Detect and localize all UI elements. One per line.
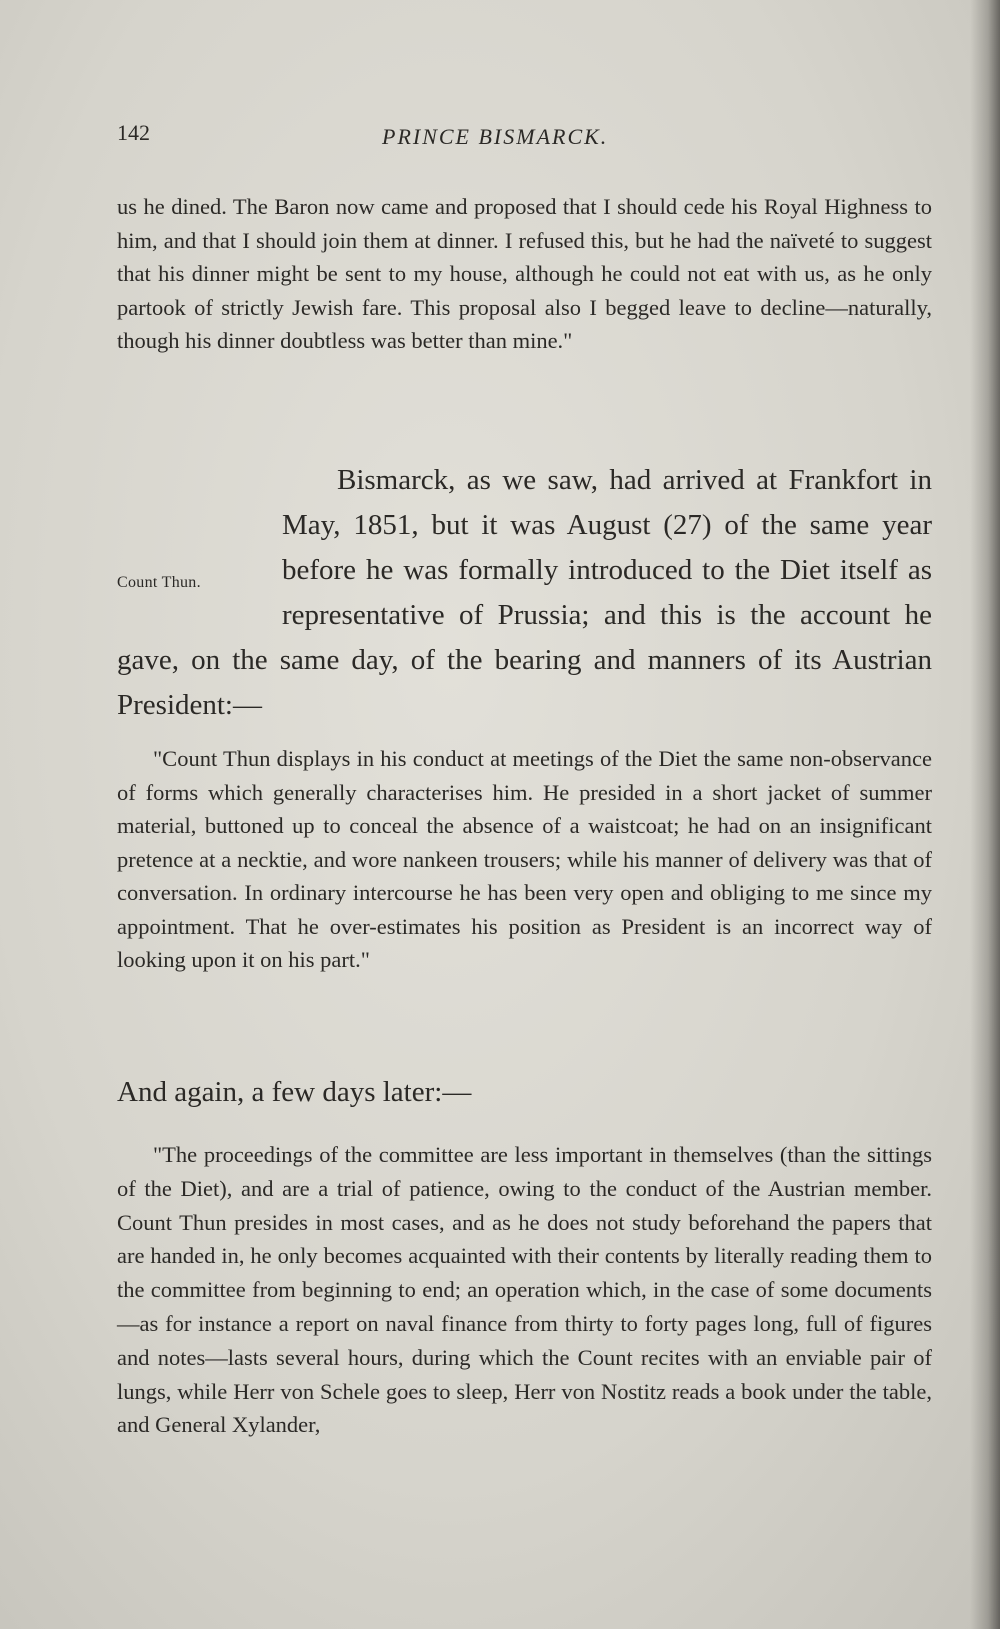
running-title: PRINCE BISMARCK. xyxy=(382,124,609,149)
main-paragraph: Bismarck, as we saw, had arrived at Frankfort in May, 1851, but it was August (27) of the same year before he was formally introduced to the Diet itself as representative of Prussia; and this is the account he gave, on the same day, of the bearing and manners of its Austrian President:— xyxy=(117,464,932,721)
quote-one: "Count Thun displays in his conduct at meetings of the Diet the same non-observance of forms which generally characterises him. He presided in a short jacket of summer material, buttoned up to conceal the absence of a waistcoat; he had on an insignificant pretence at a necktie, and wore nankeen trousers; while his manner of delivery was that of conversation. In ordinary intercourse he has been very open and obliging to me since my appointment. That he over-estimates his position as President is an incorrect way of looking upon it on his part." xyxy=(117,746,932,972)
page-header xyxy=(117,118,932,158)
main-paragraph-block xyxy=(117,458,932,728)
side-note-gutter xyxy=(117,548,282,638)
transition-line: And again, a few days later:— xyxy=(117,1076,472,1108)
side-note: Count Thun. xyxy=(117,574,201,591)
quote-two: "The proceedings of the committee are less important in themselves (than the sittings of the Diet), and are a trial of patience, owing to the conduct of the Austrian member. Count Thun presides in most cases, and as he does not study beforehand the papers that are handed in, he only becomes acquainted with their contents by literally reading them to the committee from beginning to end; an operation which, in the case of some documents—as for instance a report on naval finance from thirty to forty pages long, full of figures and notes—lasts several hours, during which the Count recites with an enviable pair of lungs, while Herr von Schele goes to sleep, Herr von Nostitz reads a book under the table, and General Xylander, xyxy=(117,1142,932,1438)
page-edge-shadow xyxy=(970,0,1000,1629)
quote-two-block xyxy=(117,1138,932,1442)
page-number: 142 xyxy=(117,120,150,145)
carryover-paragraph: us he dined. The Baron now came and proposed that I should cede his Royal Highness to him, and that I should join them at dinner. I refused this, but he had the naïveté to suggest that his dinner might be sent to my house, although he could not eat with us, as he only partook of strictly Jewish fare. This proposal also I begged leave to decline—naturally, though his dinner doubtless was better than mine." xyxy=(117,194,932,353)
quote-one-block xyxy=(117,742,932,977)
